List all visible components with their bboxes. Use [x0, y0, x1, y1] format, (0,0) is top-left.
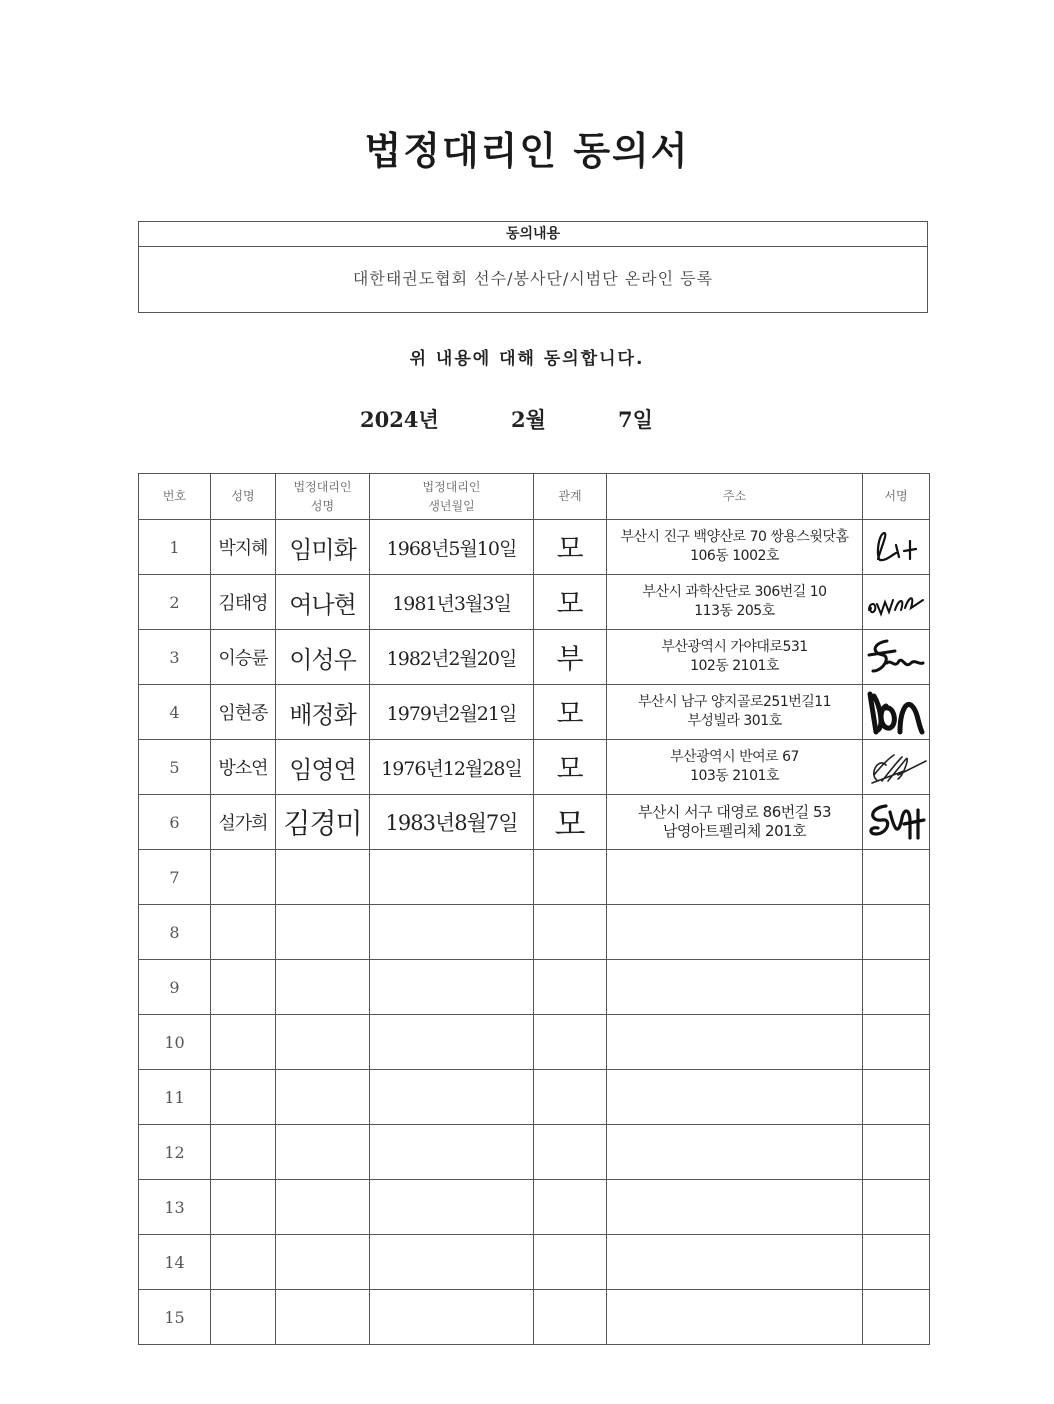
student-name: 방소연 — [211, 740, 276, 795]
signature-drawing — [864, 686, 928, 738]
table-row — [139, 520, 930, 575]
address: 부산시 남구 양지골로251번길11 부성빌라 301호 — [607, 685, 863, 740]
table-row — [139, 740, 930, 795]
table-row — [139, 1070, 930, 1125]
header-relation: 관계 — [534, 474, 607, 520]
table-row — [139, 630, 930, 685]
header-guardian-birth: 법정대리인 생년월일 — [370, 474, 534, 520]
guardian-name: 이성우 — [276, 630, 370, 685]
header-name: 성명 — [211, 474, 276, 520]
relation: 부 — [534, 630, 607, 685]
guardian-birthdate: 1983년8월7일 — [370, 795, 534, 850]
consent-box — [138, 221, 928, 313]
row-number: 9 — [139, 960, 211, 1015]
row-number: 14 — [139, 1235, 211, 1290]
student-name: 김태영 — [211, 575, 276, 630]
relation: 모 — [534, 740, 607, 795]
table-row — [139, 905, 930, 960]
row-number: 4 — [139, 685, 211, 740]
header-guardian-name: 법정대리인 성명 — [276, 474, 370, 520]
guardian-name: 김경미 — [276, 795, 370, 850]
address: 부산광역시 가야대로531 102동 2101호 — [607, 630, 863, 685]
address: 부산시 과학산단로 306번길 10 113동 205호 — [607, 575, 863, 630]
table-row — [139, 795, 930, 850]
signature-drawing — [865, 635, 927, 679]
guardian-birthdate: 1981년3월3일 — [370, 575, 534, 630]
document-title: 법정대리인 동의서 — [364, 129, 690, 173]
signature-cell — [863, 520, 930, 575]
header-number: 번호 — [139, 474, 211, 520]
relation: 모 — [534, 795, 607, 850]
table-row — [139, 575, 930, 630]
table-row — [139, 850, 930, 905]
signature-cell — [863, 575, 930, 630]
row-number: 1 — [139, 520, 211, 575]
row-number: 6 — [139, 795, 211, 850]
relation: 모 — [534, 575, 607, 630]
consent-content: 대한태권도협회 선수/봉사단/시범단 온라인 등록 — [352, 269, 714, 288]
row-number: 3 — [139, 630, 211, 685]
signature-drawing — [866, 527, 926, 567]
row-number: 10 — [139, 1015, 211, 1070]
row-number: 13 — [139, 1180, 211, 1235]
row-number: 7 — [139, 850, 211, 905]
signature-drawing — [865, 582, 927, 622]
signature-cell — [863, 740, 930, 795]
date-day: 7일 — [618, 407, 653, 432]
guardian-name: 임미화 — [276, 520, 370, 575]
student-name: 임현종 — [211, 685, 276, 740]
student-name: 설가희 — [211, 795, 276, 850]
signature-drawing — [864, 798, 928, 846]
consent-header: 동의내용 — [139, 222, 927, 247]
table-row — [139, 685, 930, 740]
signature-drawing — [864, 745, 928, 789]
date-month: 2월 — [511, 407, 546, 432]
row-number: 2 — [139, 575, 211, 630]
student-name: 박지혜 — [211, 520, 276, 575]
header-signature: 서명 — [863, 474, 930, 520]
date-year: 2024년 — [360, 407, 439, 432]
guardian-birthdate: 1982년2월20일 — [370, 630, 534, 685]
signature-cell — [863, 630, 930, 685]
table-row — [139, 1015, 930, 1070]
table-row — [139, 1125, 930, 1180]
table-row — [139, 1290, 930, 1345]
table-row — [139, 1235, 930, 1290]
address: 부산시 진구 백양산로 70 쌍용스윗닷홈 106동 1002호 — [607, 520, 863, 575]
signature-cell — [863, 795, 930, 850]
relation: 모 — [534, 520, 607, 575]
table-row — [139, 1180, 930, 1235]
row-number: 5 — [139, 740, 211, 795]
address: 부산광역시 반여로 67 103동 2101호 — [607, 740, 863, 795]
guardian-table — [138, 473, 930, 1345]
agree-statement: 위 내용에 대해 동의합니다. — [409, 349, 645, 369]
header-address: 주소 — [607, 474, 863, 520]
guardian-name: 배정화 — [276, 685, 370, 740]
guardian-name: 여나현 — [276, 575, 370, 630]
guardian-birthdate: 1976년12월28일 — [370, 740, 534, 795]
signature-cell — [863, 685, 930, 740]
row-number: 11 — [139, 1070, 211, 1125]
student-name: 이승륜 — [211, 630, 276, 685]
guardian-birthdate: 1979년2월21일 — [370, 685, 534, 740]
guardian-birthdate: 1968년5월10일 — [370, 520, 534, 575]
row-number: 15 — [139, 1290, 211, 1345]
row-number: 12 — [139, 1125, 211, 1180]
relation: 모 — [534, 685, 607, 740]
table-row — [139, 960, 930, 1015]
guardian-name: 임영연 — [276, 740, 370, 795]
table-header-row — [139, 474, 930, 520]
row-number: 8 — [139, 905, 211, 960]
address: 부산시 서구 대영로 86번길 53 남영아트펠리체 201호 — [607, 795, 863, 850]
